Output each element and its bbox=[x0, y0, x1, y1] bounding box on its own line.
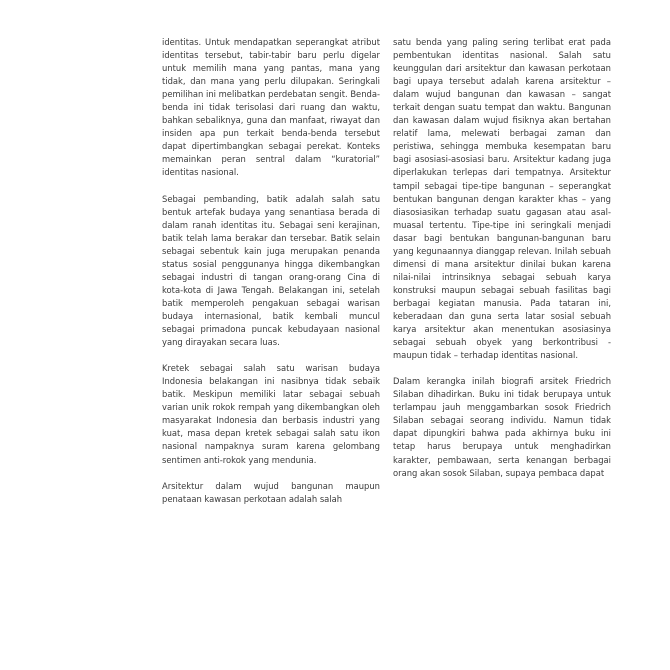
right-text-column bbox=[393, 36, 611, 493]
paragraph: Sebagai pembanding, batik adalah salah satu bentuk artefak budaya yang senantiasa berada di dalam ranah identitas itu. Sebagai seni kerajinan, batik telah lama berakar dan tersebar. Batik selain sebagai sebentuk kain juga merupakan penanda status sosial penggunanya hingga dikembangkan sebagai industri di tangan orang-orang Cina di kota-kota di Jawa Tengah. Belakangan ini, setelah batik memperoleh pengakuan sebagai warisan budaya internasional, batik kembali muncul sebagai primadona puncak kebudayaan nasional yang dirayakan secara luas. bbox=[162, 193, 380, 348]
left-text-column bbox=[162, 36, 380, 519]
paragraph: satu benda yang paling sering terlibat erat pada pembentukan identitas nasional. Salah satu keunggulan dari arsitektur dan kawasan perkotaan bagi upaya tersebut adalah karena arsitektur – dalam wujud bangunan dan kawasan – sangat terkait dengan suatu tempat dan waktu. Bangunan dan kawasan dalam wujud fisiknya akan bertahan relatif lama, melewati berbagai zaman dan peristiwa, sehingga membuka kesempatan baru bagi asosiasi-asosiasi baru. Arsitektur kadang juga diperlakukan terlepas dari tempatnya. Arsitektur tampil sebagai tipe-tipe bangunan – seperangkat bentukan bangunan dengan karakter khas – yang diasosiasikan terhadap suatu gagasan atau asal-muasal tertentu. Tipe-tipe ini seringkali menjadi dasar bagi bentukan bangunan-bangunan baru yang kegunaannya dianggap relevan. Inilah sebuah dimensi di mana arsitektur dinilai bukan karena nilai-nilai intrinsiknya sebagai sebuah karya konstruksi maupun sebagai sebuah fasilitas bagi berbagai kegiatan manusia. Pada tataran ini, keberadaan dan guna serta latar sosial sebuah karya arsitektur akan menentukan asosiasinya sebagai sebuah obyek yang berkontribusi - maupun tidak – terhadap identitas nasional. bbox=[393, 37, 611, 361]
paragraph: Kretek sebagai salah satu warisan budaya Indonesia belakangan ini nasibnya tidak sebaik batik. Meskipun memiliki latar sebagai sebuah varian unik rokok rempah yang dikembangkan oleh masyarakat Indonesia dan berbasis industri yang kuat, masa depan kretek sebagai salah satu ikon nasional nampaknya suram karena gelombang sentimen anti-rokok yang mendunia. bbox=[162, 363, 380, 465]
paragraph: Dalam kerangka inilah biografi arsitek Friedrich Silaban dihadirkan. Buku ini tidak berupaya untuk terlampau jauh menggambarkan sosok Friedrich Silaban sebagai seorang individu. Namun tidak dapat dipungkiri bahwa pada akhirnya buku ini tetap harus berupaya untuk menghadirkan karakter, pembawaan, serta kenangan berbagai orang akan sosok Silaban, supaya pembaca dapat bbox=[393, 376, 611, 478]
paragraph: identitas. Untuk mendapatkan seperangkat atribut identitas tersebut, tabir-tabir baru perlu digelar untuk memilih mana yang pantas, mana yang tidak, dan mana yang perlu dilupakan. Seringkali pemilihan ini melibatkan perdebatan sengit. Benda-benda ini tidak terisolasi dari ruang dan waktu, bahkan sebaliknya, guna dan manfaat, riwayat dan insiden apa pun terkait benda-benda tersebut dapat dipertimbangkan sebagai perekat. Konteks memainkan peran sentral dalam “kuratorial” identitas nasional. bbox=[162, 37, 380, 178]
paragraph: Arsitektur dalam wujud bangunan maupun penataan kawasan perkotaan adalah salah bbox=[162, 480, 380, 504]
